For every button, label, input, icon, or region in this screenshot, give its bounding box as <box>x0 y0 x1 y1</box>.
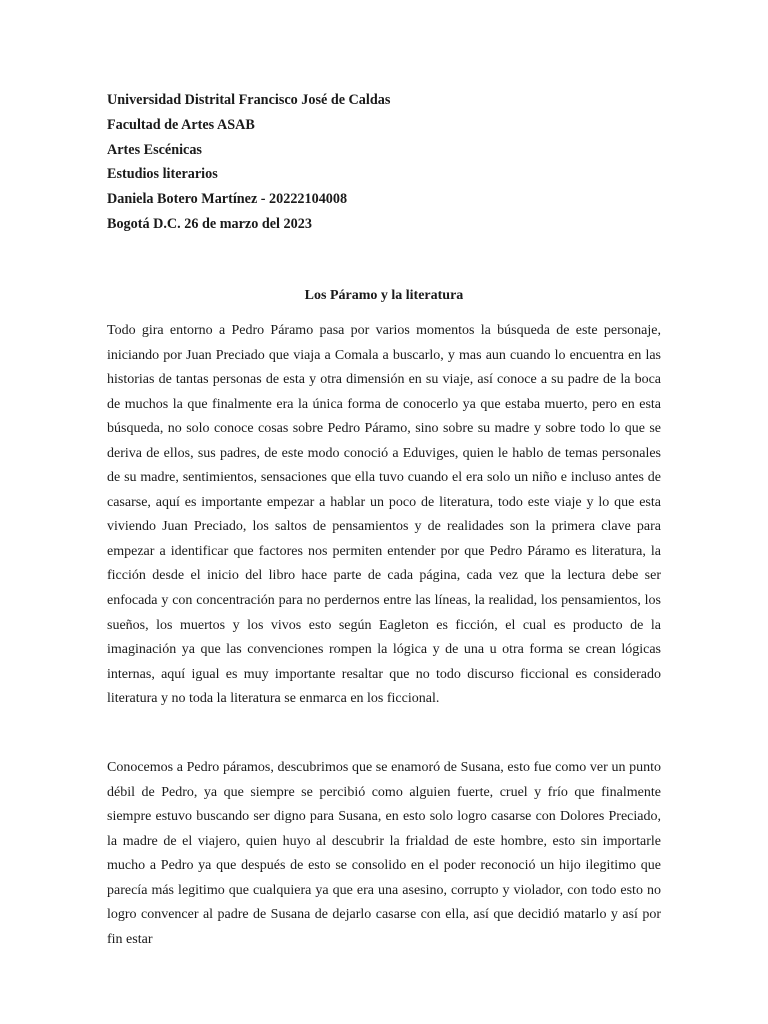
body-paragraph-2: Conocemos a Pedro páramos, descubrimos que se enamoró de Susana, esto fue como ver un punto débil de Pedro, ya que siempre se percibió como alguien fuerte, cruel y frío que finalmente siempre estuvo buscando ser digno para Susana, en esto solo logro casarse con Dolores Preciado, la madre de el viajero, quien huyo al descubrir la frialdad de este hombre, esto sin importarle mucho a Pedro ya que después de esto se consolido en el poder reconoció un hijo ilegitimo que parecía más legitimo que cualquiera ya que era una asesino, corrupto y violador, con todo esto no logro convencer al padre de Susana de dejarlo casarse con ella, así que decidió matarlo y así por fin estar <box>107 760 661 947</box>
document-header <box>107 88 667 237</box>
date-line: Bogotá D.C. 26 de marzo del 2023 <box>107 215 312 232</box>
author-line: Daniela Botero Martínez - 20222104008 <box>107 191 348 208</box>
university-name: Universidad Distrital Francisco José de Caldas <box>107 92 391 108</box>
document-title: Los Páramo y la literatura <box>304 288 464 303</box>
body-paragraph-1: Todo gira entorno a Pedro Páramo pasa por varios momentos la búsqueda de este personaje, iniciando por Juan Preciado que viaja a Comala a buscarlo, y mas aun cuando lo encuentra en las historias de tantas personas de esta y otra dimensión en su viaje, así conoce a su padre de la boca de muchos la que finalmente era la única forma de conocerlo ya que estaba muerto, pero en esta búsqueda, no solo conoce cosas sobre Pedro Páramo, sino sobre su madre y sobre todo lo que se deriva de ellos, sus padres, de este modo conoció a Eduviges, quien le hablo de temas personales de su madre, sentimientos, sensaciones que ella tuvo cuando el era solo un niño e incluso antes de casarse, aquí es importante empezar a hablar un poco de literatura, todo este viaje y lo que esta viviendo Juan Preciado, los saltos de pensamientos y de realidades son la primera clave para empezar a identificar que factores nos permiten entender por que Pedro Páramo es literatura, la ficción desde el inicio del libro hace parte de cada página, cada vez que la lectura debe ser enfocada y con concentración para no perdernos entre las líneas, la realidad, los pensamientos, los sueños, los muertos y los vivos esto según Eagleton es ficción, el cual es producto de la imaginación ya que las convenciones rompen la lógica y de una u otra forma se crean lógicas internas, aquí igual es muy importante resaltar que no todo discurso ficcional es considerado literatura y no toda la literatura se enmarca en los ficcional. <box>107 323 661 707</box>
course-name: Estudios literarios <box>107 166 218 183</box>
faculty-name: Facultad de Artes ASAB <box>107 116 255 133</box>
program-name: Artes Escénicas <box>107 141 202 158</box>
